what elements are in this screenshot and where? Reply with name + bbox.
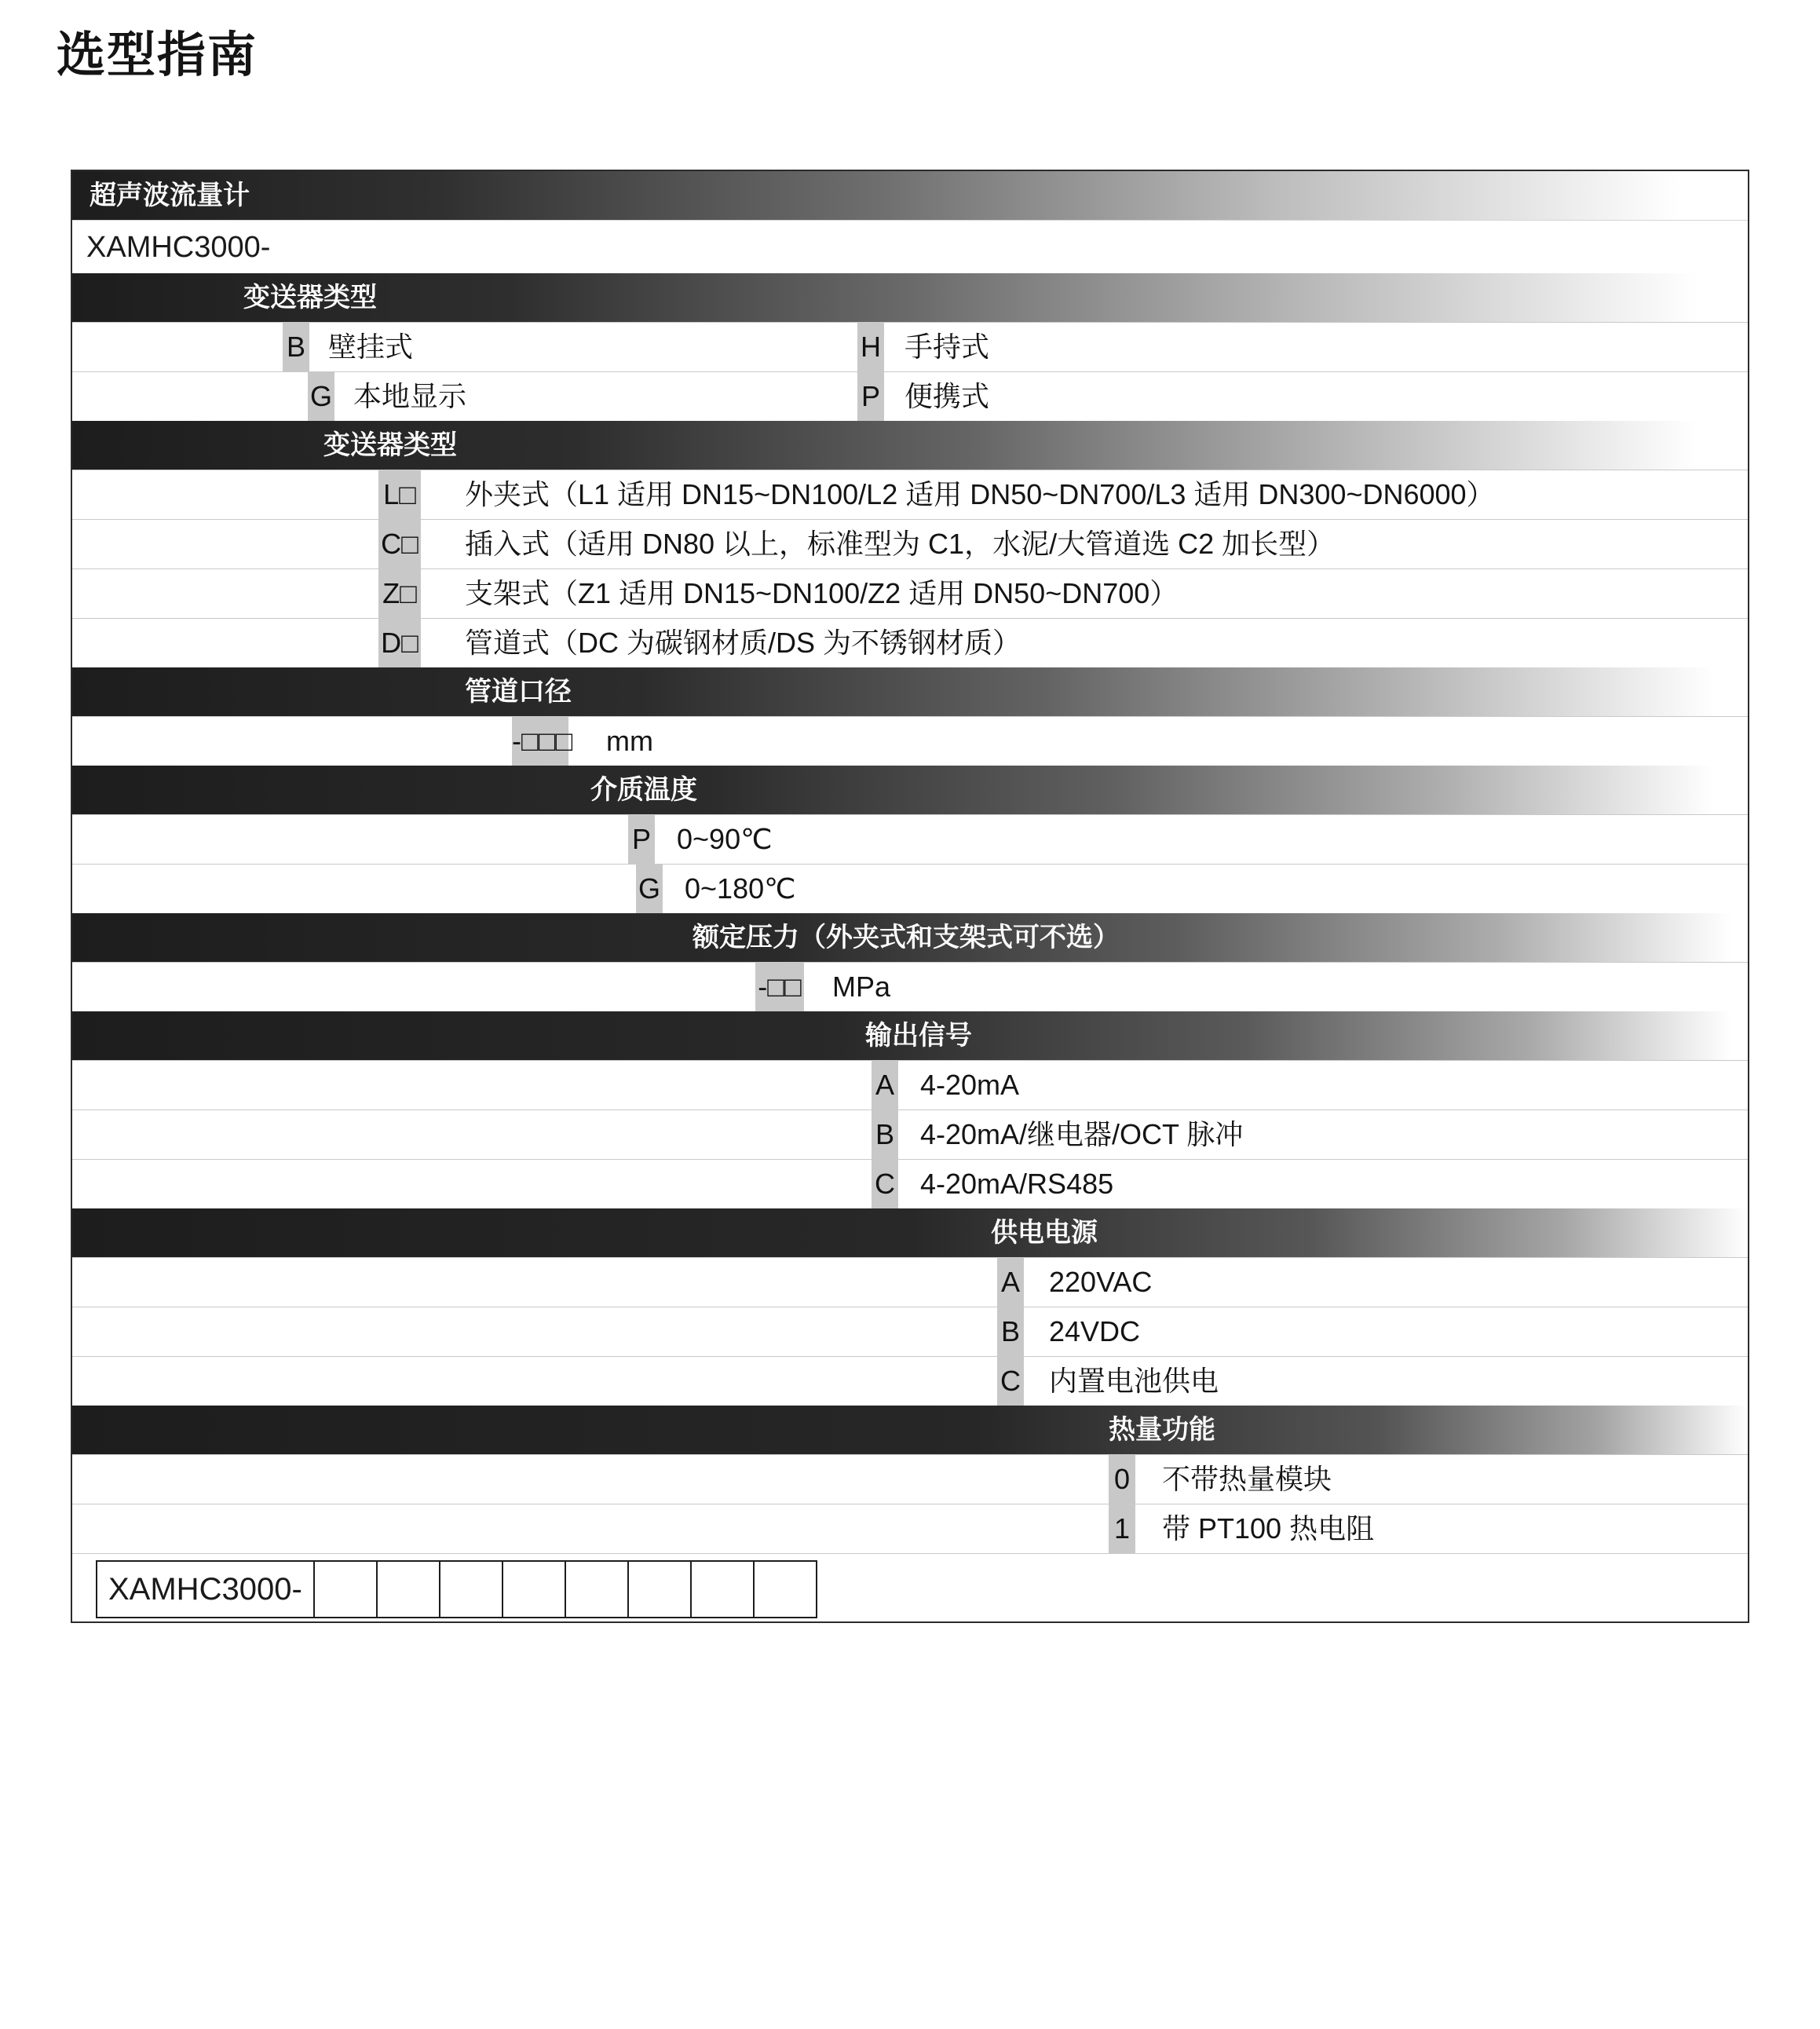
final-code-row	[72, 1553, 1748, 1621]
option-label: 支架式（Z1 适用 DN15~DN100/Z2 适用 DN50~DN700）	[465, 577, 1179, 609]
product-header-label: 超声波流量计	[90, 181, 250, 210]
section-header-pipe-diameter	[72, 667, 1748, 716]
option-code-chip: 1	[1109, 1504, 1135, 1553]
section-header-label: 输出信号	[865, 1021, 972, 1051]
section-header-sensor-type	[72, 421, 1748, 470]
option-code-chip: D□	[378, 619, 421, 667]
option-code-chip: Z□	[378, 569, 421, 618]
option-code-chip: G	[636, 865, 663, 913]
section-header-label: 介质温度	[590, 775, 697, 805]
section-header-power-supply	[72, 1208, 1748, 1257]
final-code-cell[interactable]	[440, 1562, 503, 1617]
section-header-rated-pressure	[72, 913, 1748, 962]
option-code-chip: C□	[378, 520, 421, 568]
section-header-label: 变送器类型	[323, 430, 457, 460]
option-label: 0~90℃	[677, 823, 773, 855]
final-code-cell[interactable]	[755, 1562, 816, 1617]
section-header-label: 额定压力（外夹式和支架式可不选）	[693, 923, 1120, 952]
option-row	[72, 470, 1748, 519]
option-row	[72, 1159, 1748, 1208]
option-code-chip: B	[997, 1307, 1024, 1356]
option-code-chip: P	[628, 815, 655, 864]
model-prefix-label: XAMHC3000-	[86, 231, 271, 264]
model-prefix-row	[72, 220, 1748, 273]
section-header-heat-function	[72, 1406, 1748, 1454]
option-label: 外夹式（L1 适用 DN15~DN100/L2 适用 DN50~DN700/L3 适用 DN300~DN6000）	[465, 478, 1495, 510]
section-header-transmitter-type	[72, 273, 1748, 322]
final-code-label: XAMHC3000-	[97, 1562, 315, 1617]
option-row	[72, 1307, 1748, 1356]
option-row	[72, 1454, 1748, 1504]
model-selection-matrix	[71, 170, 1749, 1623]
page-title: 选型指南	[57, 28, 258, 82]
option-label: 4-20mA	[920, 1069, 1020, 1101]
option-label: 0~180℃	[685, 872, 796, 905]
final-code-cell[interactable]	[692, 1562, 755, 1617]
option-row	[72, 519, 1748, 568]
option-row	[72, 1356, 1748, 1406]
option-code-chip: A	[997, 1258, 1024, 1307]
option-row	[72, 618, 1748, 667]
option-code-chip: -□□	[755, 963, 804, 1011]
option-label: mm	[606, 725, 653, 757]
section-header-output-signal	[72, 1011, 1748, 1060]
option-code-chip: G	[308, 372, 334, 421]
section-header-medium-temperature	[72, 766, 1748, 814]
option-label: 插入式（适用 DN80 以上，标准型为 C1，水泥/大管道选 C2 加长型）	[465, 528, 1336, 560]
final-code-box	[96, 1560, 817, 1618]
option-row	[72, 716, 1748, 766]
option-row	[72, 962, 1748, 1011]
option-row	[72, 1110, 1748, 1159]
final-code-cell[interactable]	[503, 1562, 566, 1617]
option-label: 内置电池供电	[1049, 1365, 1219, 1397]
option-code-chip: P	[857, 372, 884, 421]
option-row	[72, 864, 1748, 913]
option-label: 4-20mA/继电器/OCT 脉冲	[920, 1118, 1244, 1150]
section-header-label: 管道口径	[465, 677, 572, 707]
option-row	[72, 1060, 1748, 1110]
option-code-chip: B	[283, 323, 309, 371]
product-header-band	[72, 171, 1748, 220]
option-label: 4-20mA/RS485	[920, 1168, 1114, 1200]
option-code-chip: C	[872, 1160, 898, 1208]
option-label: 24VDC	[1049, 1315, 1141, 1347]
option-label: 壁挂式	[328, 331, 414, 363]
option-row	[72, 1504, 1748, 1553]
section-header-label: 供电电源	[991, 1218, 1098, 1248]
final-code-cell[interactable]	[566, 1562, 629, 1617]
option-label: 本地显示	[353, 380, 467, 412]
option-code-chip: C	[997, 1357, 1024, 1406]
option-row	[72, 322, 1748, 371]
option-code-chip: B	[872, 1110, 898, 1159]
option-label: 管道式（DC 为碳钢材质/DS 为不锈钢材质）	[465, 627, 1021, 659]
option-label: 带 PT100 热电阻	[1162, 1512, 1375, 1545]
final-code-cell[interactable]	[378, 1562, 440, 1617]
option-row	[72, 568, 1748, 618]
option-code-chip: A	[872, 1061, 898, 1110]
final-code-cell[interactable]	[315, 1562, 378, 1617]
option-code-chip: L□	[378, 470, 421, 519]
option-label: MPa	[832, 971, 891, 1003]
section-header-label: 热量功能	[1109, 1415, 1215, 1445]
option-label: 220VAC	[1049, 1266, 1153, 1298]
option-code-chip: -□□□	[512, 717, 568, 766]
option-label: 手持式	[905, 331, 990, 363]
option-code-chip: 0	[1109, 1455, 1135, 1504]
option-label: 不带热量模块	[1162, 1463, 1332, 1495]
section-header-label: 变送器类型	[243, 283, 377, 313]
option-row	[72, 1257, 1748, 1307]
option-label: 便携式	[905, 380, 990, 412]
final-code-cell[interactable]	[629, 1562, 692, 1617]
option-row	[72, 371, 1748, 421]
option-row	[72, 814, 1748, 864]
option-code-chip: H	[857, 323, 884, 371]
